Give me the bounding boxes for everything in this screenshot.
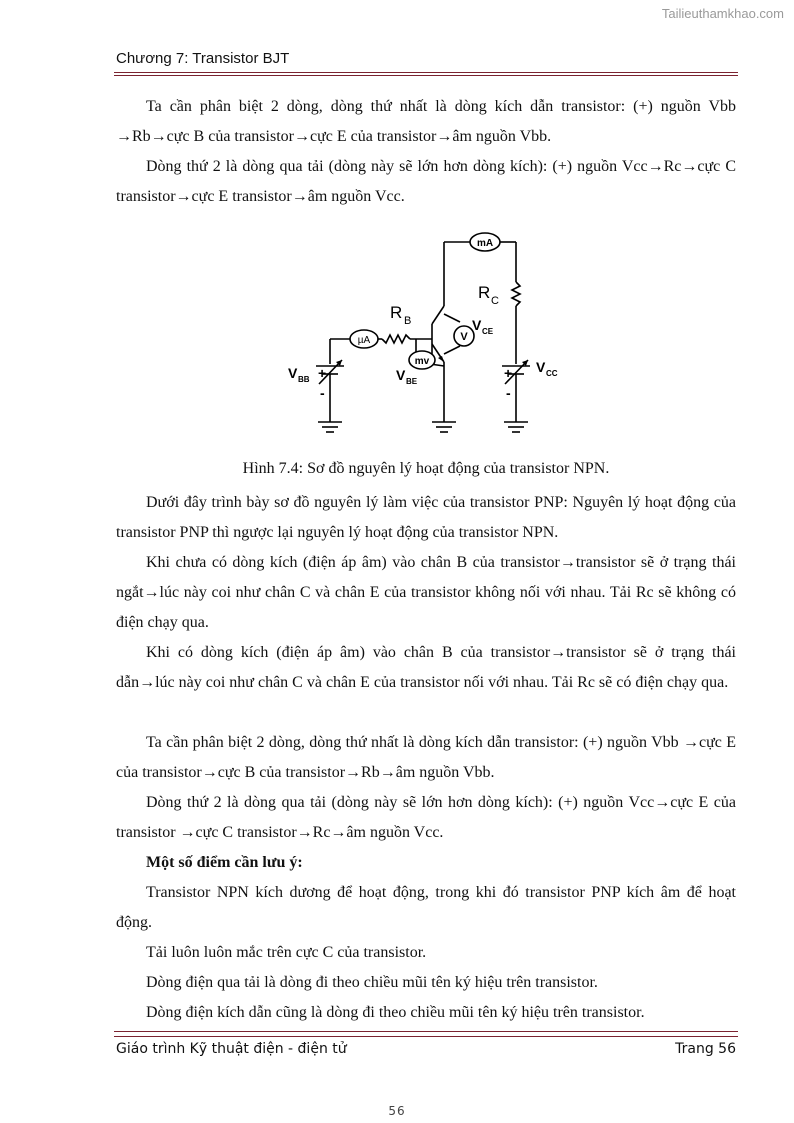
footer-book-title: Giáo trình Kỹ thuật điện - điện tử bbox=[116, 1041, 347, 1057]
vbb-label-sub: BB bbox=[298, 375, 310, 384]
vbb-label: V bbox=[288, 365, 298, 381]
ma-meter-label: mA bbox=[476, 238, 494, 249]
npn-circuit-diagram bbox=[280, 226, 580, 446]
vbe-label: V bbox=[396, 367, 406, 383]
note-load-current-direction: Dòng điện qua tải là dòng đi theo chiều mũi tên ký hiệu trên transistor. bbox=[146, 974, 598, 991]
vcc-plus-sign: + bbox=[504, 365, 513, 381]
notes-heading: Một số điểm cần lưu ý: bbox=[146, 854, 303, 871]
vcc-minus-sign: - bbox=[506, 385, 511, 401]
paragraph-npn-base-current: Ta cần phân biệt 2 dòng, dòng thứ nhất là dòng kích dẫn transistor: (+) nguồn Vbb →Rb→cực B của transistor→cực E của transistor→âm nguồn Vbb. bbox=[116, 98, 736, 145]
figure-caption: Hình 7.4: Sơ đồ nguyên lý hoạt động của transistor NPN. bbox=[242, 460, 610, 477]
vbe-label-sub: BE bbox=[406, 377, 418, 386]
note-load-position: Tải luôn luôn mắc trên cực C của transistor. bbox=[146, 944, 427, 961]
vbe-voltmeter-label: mv bbox=[414, 356, 430, 367]
note-activation: Transistor NPN kích dương để hoạt động, trong khi đó transistor PNP kích âm để hoạt động. bbox=[116, 884, 736, 931]
vce-label-sub: CE bbox=[482, 327, 494, 336]
vbb-minus-sign: - bbox=[320, 385, 325, 401]
paragraph-pnp-off-state: Khi chưa có dòng kích (điện áp âm) vào chân B của transistor→transistor sẽ ở trạng thái ngắt→lúc này coi như chân C và chân E của transistor không nối với nhau. Tải Rc sẽ không có điện chạy qua. bbox=[116, 554, 736, 631]
rb-label-sub: B bbox=[404, 315, 412, 327]
note-drive-current-direction: Dòng điện kích dẫn cũng là dòng đi theo chiều mũi tên ký hiệu trên transistor. bbox=[146, 1004, 645, 1021]
paragraph-pnp-load-current: Dòng thứ 2 là dòng qua tải (dòng này sẽ lớn hơn dòng kích): (+) nguồn Vcc→cực E của transistor →cực C transistor→Rc→âm nguồn Vcc. bbox=[116, 794, 736, 841]
watermark: Tailieuthamkhao.com bbox=[661, 6, 784, 21]
vbb-plus-sign: + bbox=[318, 365, 327, 381]
rc-label-sub: C bbox=[491, 295, 499, 307]
vce-label: V bbox=[472, 317, 482, 333]
paragraph-pnp-base-current: Ta cần phân biệt 2 dòng, dòng thứ nhất là dòng kích dẫn transistor: (+) nguồn Vbb →cực E của transistor→cực B của transistor→Rb→âm nguồn Vbb. bbox=[116, 734, 736, 781]
rc-label: R bbox=[478, 283, 491, 302]
footer-rule bbox=[114, 1031, 738, 1037]
header-rule bbox=[114, 72, 738, 76]
vcc-label-sub: CC bbox=[546, 369, 558, 378]
paragraph-npn-load-current: Dòng thứ 2 là dòng qua tải (dòng này sẽ lớn hơn dòng kích): (+) nguồn Vcc→Rc→cực C transistor→cực E transistor→âm nguồn Vcc. bbox=[116, 158, 736, 205]
vce-voltmeter-label: V bbox=[460, 331, 468, 343]
rb-label: R bbox=[390, 303, 403, 322]
paragraph-pnp-intro: Dưới đây trình bày sơ đồ nguyên lý làm việc của transistor PNP: Nguyên lý hoạt động của transistor PNP thì ngược lại nguyên lý hoạt động của transistor NPN. bbox=[116, 494, 736, 541]
chapter-header: Chương 7: Transistor BJT bbox=[116, 50, 290, 67]
footer-page-label: Trang 56 bbox=[675, 1041, 736, 1057]
vcc-label: V bbox=[536, 359, 546, 375]
page-number: 56 bbox=[388, 1104, 406, 1118]
paragraph-pnp-on-state: Khi có dòng kích (điện áp âm) vào chân B của transistor→transistor sẽ ở trạng thái dẫn→lúc này coi như chân C và chân E của transistor nối với nhau. Tải Rc sẽ có điện chạy qua. bbox=[116, 644, 736, 691]
ua-meter-label: µA bbox=[357, 335, 371, 346]
